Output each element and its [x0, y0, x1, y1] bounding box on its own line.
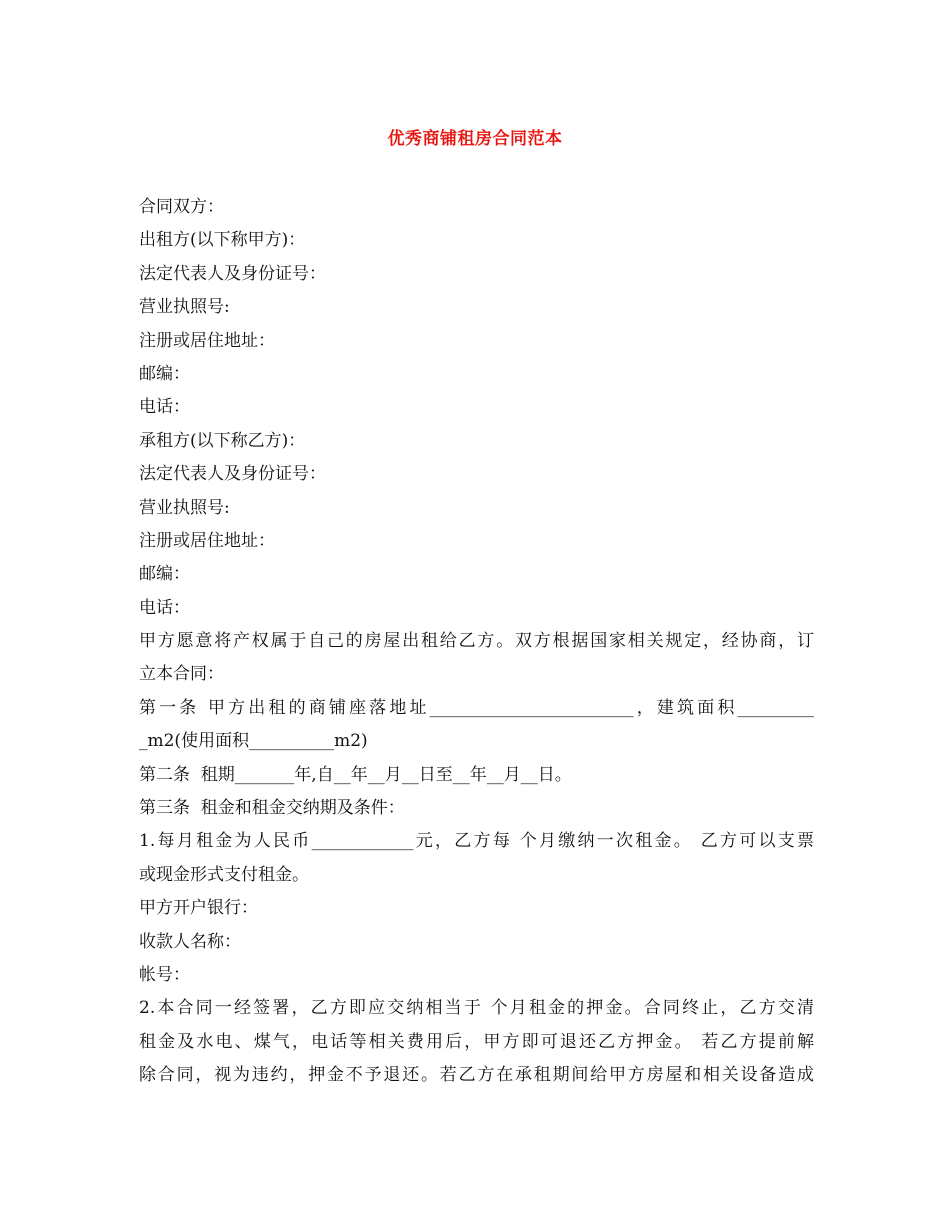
- text-line: 邮编：: [139, 363, 190, 384]
- text-line: 第三条 租金和租金交纳期及条件：: [139, 798, 405, 819]
- text-line: 电话：: [139, 597, 190, 618]
- text-line: 注册或居住地址：: [139, 330, 275, 351]
- document-title: 优秀商铺租房合同范本: [387, 129, 563, 149]
- text-line: 电话：: [139, 397, 190, 418]
- text-line: 收款人名称：: [139, 931, 241, 952]
- text-line: 甲方愿意将产权属于自己的房屋出租给乙方。双方根据国家相关规定，经协商，订: [139, 631, 814, 652]
- text-line: _m2(使用面积__________m2): [139, 731, 368, 752]
- document-body: [139, 195, 814, 1097]
- text-line: 帐号：: [139, 964, 190, 985]
- text-line: 注册或居住地址：: [139, 530, 275, 551]
- text-line: 第一条 甲方出租的商铺座落地址________________________，建筑面积_________: [139, 697, 814, 718]
- text-line: 除合同，视为违约，押金不予退还。若乙方在承租期间给甲方房屋和相关设备造成: [139, 1065, 814, 1086]
- text-line: 邮编：: [139, 564, 190, 585]
- text-line: 承租方(以下称乙方)：: [139, 430, 306, 451]
- text-line: 营业执照号:: [139, 497, 230, 518]
- text-line: 合同双方：: [139, 197, 224, 217]
- text-line: 第二条 租期_______年,自__年__月__日至__年__月__日。: [139, 764, 572, 785]
- text-line: 法定代表人及身份证号：: [139, 464, 326, 485]
- text-line: 2.本合同一经签署，乙方即应交纳相当于 个月租金的押金。合同终止，乙方交清: [139, 998, 814, 1019]
- text-line: 出租方(以下称甲方)：: [139, 230, 306, 251]
- text-line: 甲方开户银行：: [139, 898, 258, 919]
- text-line: 立本合同：: [139, 664, 224, 685]
- text-line: 或现金形式支付租金。: [139, 864, 309, 885]
- text-line: 租金及水电、煤气，电话等相关费用后，甲方即可退还乙方押金。 若乙方提前解: [139, 1031, 814, 1052]
- text-line: 法定代表人及身份证号：: [139, 263, 326, 284]
- text-line: 1.每月租金为人民币____________元，乙方每 个月缴纳一次租金。 乙方可以支票: [139, 831, 814, 852]
- text-line: 营业执照号:: [139, 297, 230, 318]
